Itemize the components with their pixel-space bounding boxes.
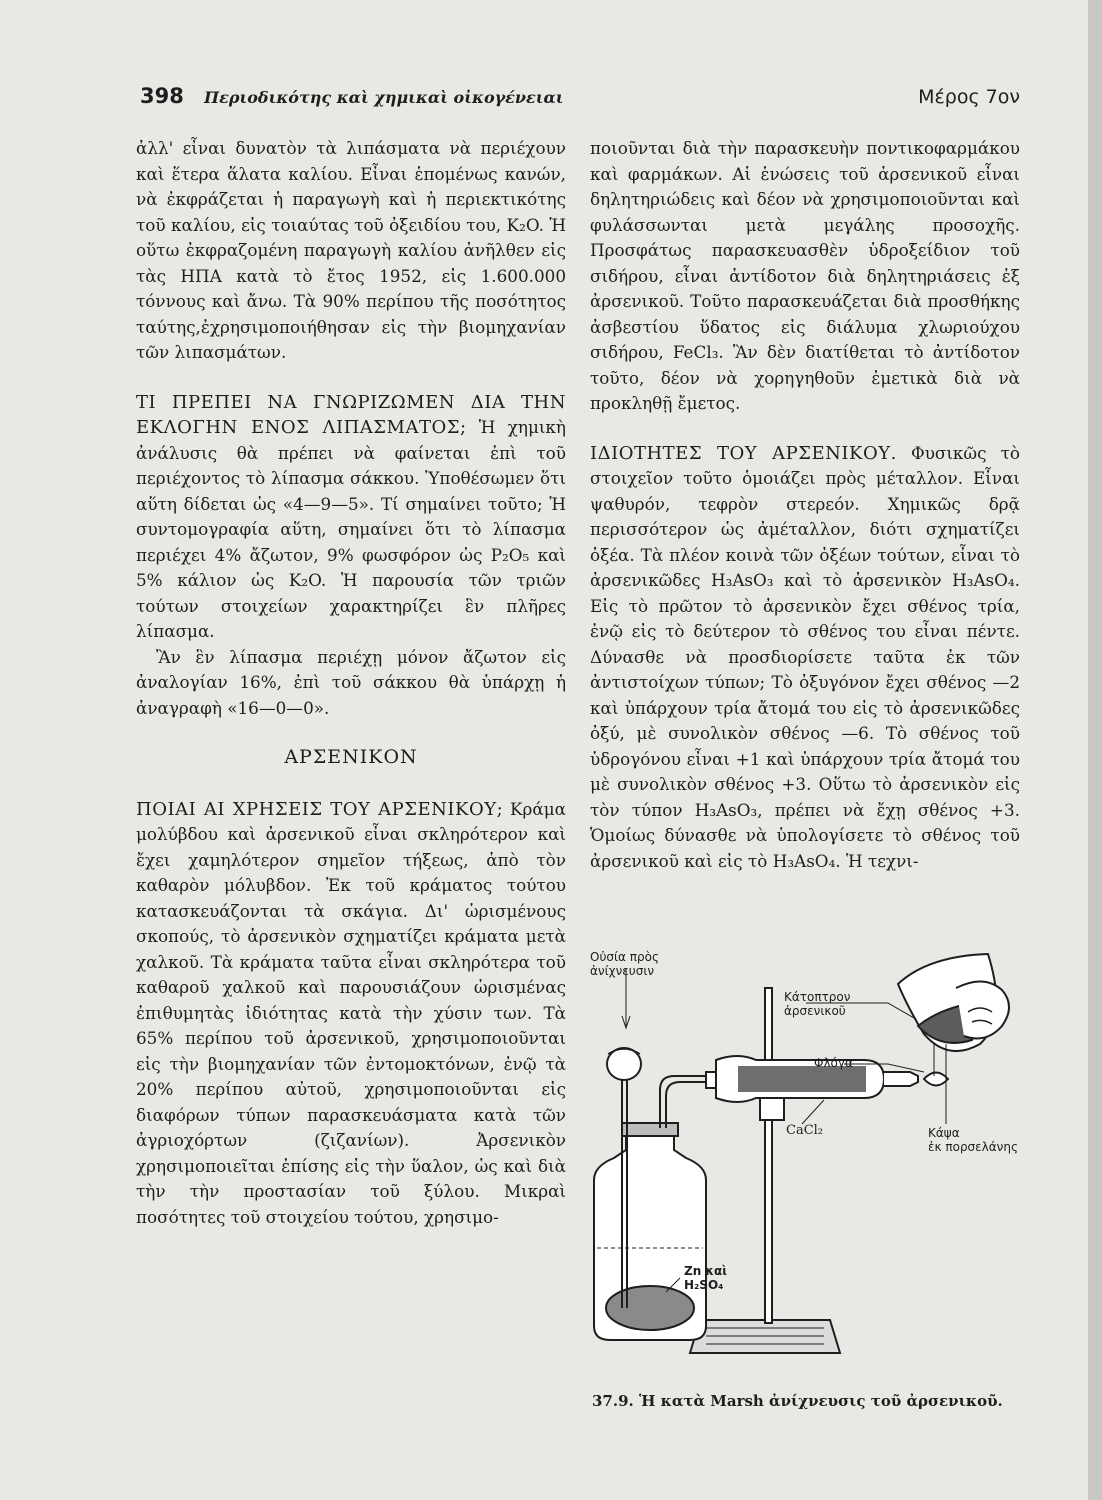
paragraph-fertilizer xyxy=(136,390,566,645)
uses-heading: ΠΟΙΑΙ ΑΙ ΧΡΗΣΕΙΣ ΤΟΥ ΑΡΣΕΝΙΚΟΥ; xyxy=(136,798,504,820)
properties-body: Φυσικῶς τὸ στοιχεῖον τοῦτο ὁμοιάζει πρὸς μέταλλον. Εἶναι ψαθυρόν, τεφρὸν στερεόν. Χημικῶς δρᾷ περισσότερον ὡς ἀμέταλλον, διότι σχηματίζει ὀξέα. Τὰ πλέον κοινὰ τῶν ὀξέων τούτων, εἶναι τὸ ἀρσενικῶδες H₃AsO₃ καὶ τὸ ἀρσενικὸν H₃AsO₄. Εἰς τὸ πρῶτον τὸ ἀρσενικὸν ἔχει σθένος τρία, ἐνῷ εἰς τὸ δεύτερον τὸ σθένος του εἶναι πέντε. Δύνασθε νὰ προσδιορίσετε ταῦτα ἐκ τῶν ἀντιστοίχων τύπων; Τὸ ὀξυγόνον ἔχει σθένος —2 καὶ ὑπάρχουν τρία ἄτομά του εἰς τὸ ἀρσενικῶδες ὀξύ, μὲ συνολικὸν σθένος —6. Τὸ σθένος τοῦ ὑδρογόνου εἶναι +1 καὶ ὑπάρχουν τρία ἄτομά του μὲ συνολικὸν σθένος +3. Οὕτω τὸ ἀρσενικὸν εἰς τὸν τύπον H₃AsO₃, πρέπει νὰ ἔχῃ σθένος +3. Ὁμοίως δύνασθε νὰ ὑπολογίσετε τὸ σθένος τοῦ ἀρσενικοῦ καὶ εἰς τὸ H₃AsO₄. Ἡ τεχνι- xyxy=(590,442,1020,871)
fertilizer-body: Ἡ χημικὴ ἀνάλυσις θὰ πρέπει νὰ φαίνεται ἐπὶ τοῦ περιέχοντος τὸ λίπασμα σάκκου. Ὑποθέσωμεν ὅτι αὕτη δίδεται ὡς «4—9—5». Τί σημαίνει τοῦτο; Ἡ συντομογραφία αὕτη, σημαίνει ὅτι τὸ λίπασμα περιέχει 4% ἄζωτον, 9% φωσφόρον ὡς P₂O₅ καὶ 5% κάλιον ὡς K₂O. Ἡ παρουσία τῶν τριῶν τούτων στοιχείων χαρακτηρίζει ἓν πλῆρες λίπασμα. xyxy=(136,417,566,641)
label-flame: Φλόγα xyxy=(814,1056,853,1070)
part-label: Μέρος 7ον xyxy=(918,86,1020,108)
uses-body: Κράμα μολύβδου καὶ ἀρσενικοῦ εἶναι σκληρότερον καὶ ἔχει χαμηλότερον σημεῖον τήξεως, ἀπὸ τὸν καθαρὸν μόλυβδον. Ἐκ τοῦ κράματος τούτου κατασκευάζονται τὰ σκάγια. Δι' ὡρισμένους σκοπούς, τὸ ἀρσενικὸν σχηματίζει κράματα μετὰ χαλκοῦ. Τὰ κράματα ταῦτα εἶναι σκληρότερα τοῦ καθαροῦ χαλκοῦ καὶ παρουσιάζουν ὡρισμένας ἐπιθυμητὰς ἰδιότητας κατὰ τὴν χύσιν των. Τὰ 65% περίπου τοῦ ἀρσενικοῦ, χρησιμοποιοῦνται εἰς τὴν βιομηχανίαν τῶν ἐντομοκτόνων, ἐνῷ τὰ 20% περίπου αὐτοῦ, χρησιμοποιοῦνται εἰς διαφόρων τύπων παρασκευάσματα κατὰ τῶν ἀγριοχόρτων (ζιζανίων). Ἀρσενικὸν χρησιμοποιεῖται ἐπίσης εἰς τὴν ὕαλον, ὡς καὶ διὰ τὴν τὴν προστασίαν τοῦ ξύλου. Μικραὶ ποσότητες τοῦ στοιχείου τούτου, χρησιμο- xyxy=(136,798,566,1227)
zinc-pieces xyxy=(606,1286,694,1330)
label-zn: Zn καὶ H₂SO₄ xyxy=(684,1264,727,1292)
properties-heading: ΙΔΙΟΤΗΤΕΣ ΤΟΥ ΑΡΣΕΝΙΚΟΥ. xyxy=(590,442,897,464)
left-column xyxy=(136,136,566,1230)
paragraph-poison: ποιοῦνται διὰ τὴν παρασκευὴν ποντικοφαρμάκου καὶ φαρμάκων. Αἱ ἑνώσεις τοῦ ἀρσενικοῦ εἶναι δηλητηριώδεις καὶ δέον νὰ χρησιμοποιοῦνται καὶ φυλάσσωνται μετὰ μεγάλης προσοχῆς. Προσφάτως παρασκευασθὲν ὑδροξείδιον τοῦ σιδήρου, εἶναι ἀντίδοτον διὰ δηλητηριάσεις ἐξ ἀρσενικοῦ. Τοῦτο παρασκευάζεται διὰ προσθήκης ἀσβεστίου ὕδατος εἰς διάλυμα χλωριούχου σιδήρου, FeCl₃. Ἂν δὲν διατίθεται τὸ ἀντίδοτον τοῦτο, δέον νὰ χορηγηθοῦν ἐμετικὰ διὰ νὰ προκληθῇ ἔμετος. xyxy=(590,138,1020,413)
clamp xyxy=(760,1098,784,1120)
label-mirror: Κάτοπτρον ἀρσενικοῦ xyxy=(784,990,851,1018)
label-cacl2: CaCl₂ xyxy=(786,1123,824,1138)
hand xyxy=(956,981,1009,1038)
flame xyxy=(924,1073,948,1086)
marsh-test-figure xyxy=(588,948,1018,1373)
funnel-bulb xyxy=(607,1048,641,1080)
paragraph-uses xyxy=(136,797,566,1231)
label-capsule: Κάψα ἐκ πορσελάνης xyxy=(928,1126,1019,1154)
stand-rod xyxy=(765,988,772,1323)
paragraph-properties xyxy=(590,441,1020,875)
stopper xyxy=(622,1123,678,1136)
paragraph-potassium: ἀλλ' εἶναι δυνατὸν τὰ λιπάσματα νὰ περιέχουν καὶ ἕτερα ἅλατα καλίου. Εἶναι ἑπομένως κανών, νὰ ἐκφράζεται ἡ παραγωγὴ καὶ ἡ περιεκτικότης τοῦ καλίου, εἰς τοιαύτας τοῦ ὀξειδίου του, K₂O. Ἡ οὕτω ἐκφραζομένη παραγωγὴ καλίου ἀνῆλθεν εἰς τὰς ΗΠΑ κατὰ τὸ ἔτος 1952, εἰς 1.600.000 τόννους καὶ ἄνω. Τὰ 90% περίπου τῆς ποσότητος ταύτης,ἐχρησιμοποιήθησαν εἰς τὴν βιομηχανίαν τῶν λιπασμάτων. xyxy=(136,138,566,362)
right-column xyxy=(590,136,1020,874)
figure-caption: 37.9. Ἡ κατὰ Marsh ἀνίχνευσις τοῦ ἀρσενικοῦ. xyxy=(592,1392,1003,1410)
page-number: 398 xyxy=(140,84,184,108)
section-title-arsenic: ΑΡΣΕΝΙΚΟΝ xyxy=(284,746,418,768)
paragraph-nitrogen: Ἂν ἓν λίπασμα περιέχῃ μόνον ἄζωτον εἰς ἀναλογίαν 16%, ἐπὶ τοῦ σάκκου θὰ ὑπάρχῃ ἡ ἀναγραφὴ «16—0—0». xyxy=(136,646,566,718)
leader-cacl2 xyxy=(802,1100,824,1124)
jet-tip xyxy=(884,1072,918,1086)
fertilizer-heading: ΤΙ ΠΡΕΠΕΙ ΝΑ ΓΝΩΡΙΖΩΜΕΝ ΔΙΑ ΤΗΝ ΕΚΛΟΓΗΝ ΕΝΟΣ ΛΙΠΑΣΜΑΤΟΣ; xyxy=(136,391,566,438)
chapter-title: Περιοδικότης καὶ χημικαὶ οἰκογένειαι xyxy=(204,88,564,107)
page-edge xyxy=(1088,0,1102,1500)
label-substance: Οὐσία πρὸς ἀνίχνευσιν xyxy=(590,950,660,978)
running-header xyxy=(140,84,1020,120)
